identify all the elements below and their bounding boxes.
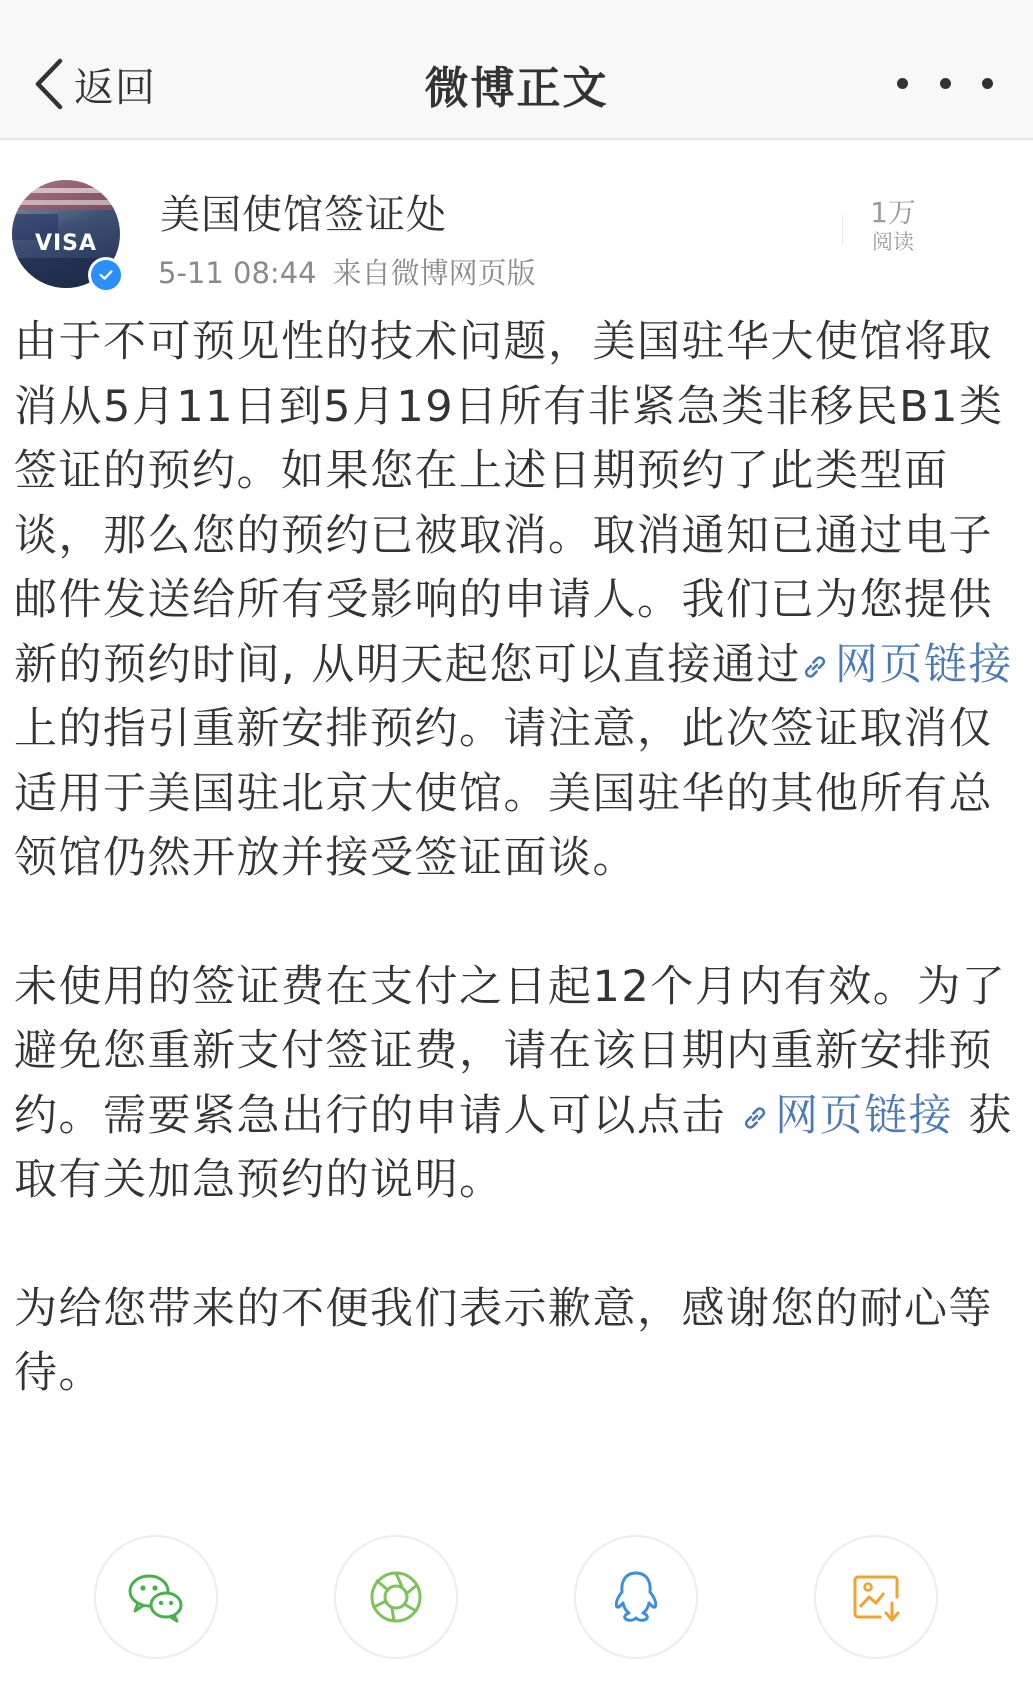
qq-icon <box>604 1565 668 1629</box>
page-title: 微博正文 <box>424 63 609 114</box>
web-link[interactable] <box>741 1091 953 1141</box>
post-time: 5-11 08:44 <box>158 256 317 290</box>
post-meta <box>158 251 536 292</box>
web-link[interactable] <box>801 640 1013 690</box>
web-link-label: 网页链接 <box>834 639 1013 690</box>
divider <box>842 215 843 245</box>
author-name[interactable]: 美国使馆签证处 <box>160 192 447 238</box>
paragraph-text: 上的指引重新安排预约。请注意，此次签证取消仅适用于美国驻北京大使馆。美国驻华的其他所有总领馆仍然开放并接受签证面谈。 <box>14 639 1029 883</box>
share-qq-button[interactable] <box>574 1535 698 1659</box>
post-header <box>0 175 1033 295</box>
paragraph-text: 由于不可预见性的技术问题，美国驻华大使馆将取消从5月11日到5月19日所有非紧急类非移民B1类签证的预约。如果您在上述日期预约了此类型面谈，那么您的预约已被取消。取消通知已通过电子邮件发送给所有受影响的申请人。我们已为您提供新的预约时间, 从明天起您可以直接通过 <box>14 317 1004 690</box>
moments-icon <box>364 1565 428 1629</box>
read-count-value: 1万 <box>870 196 916 229</box>
share-wechat-button[interactable] <box>94 1535 218 1659</box>
read-count <box>858 197 928 255</box>
post-body <box>14 310 1029 1406</box>
share-moments-button[interactable] <box>334 1535 458 1659</box>
save-image-button[interactable] <box>814 1535 938 1659</box>
post-paragraph-3: 为给您带来的不便我们表示歉意，感谢您的耐心等待。 <box>14 1283 993 1398</box>
verified-badge-icon <box>88 257 124 293</box>
avatar-visa-text: VISA <box>34 231 98 256</box>
paragraph-text: 未使用的签证费在支付之日起12个月内有效。为了避免您重新支付签证费，请在该日期内重新安排预约。需要紧急出行的申请人可以点击 <box>14 961 1007 1141</box>
web-link-label: 网页链接 <box>775 1090 954 1141</box>
save-image-icon <box>844 1565 908 1629</box>
navigation-bar <box>0 0 1033 140</box>
read-count-label: 阅读 <box>872 230 914 254</box>
wechat-icon <box>124 1565 188 1629</box>
more-horizontal-icon[interactable] <box>897 66 993 100</box>
share-bar <box>0 1535 1033 1665</box>
link-icon <box>741 1104 769 1132</box>
paragraph-text: 获取有关加急预约的说明。 <box>14 1090 1013 1205</box>
post-paragraph-1 <box>14 310 1029 891</box>
post-source: 来自微博网页版 <box>332 256 536 290</box>
link-icon <box>801 653 829 681</box>
back-label: 返回 <box>74 64 156 111</box>
post-paragraph-2 <box>14 955 1019 1213</box>
